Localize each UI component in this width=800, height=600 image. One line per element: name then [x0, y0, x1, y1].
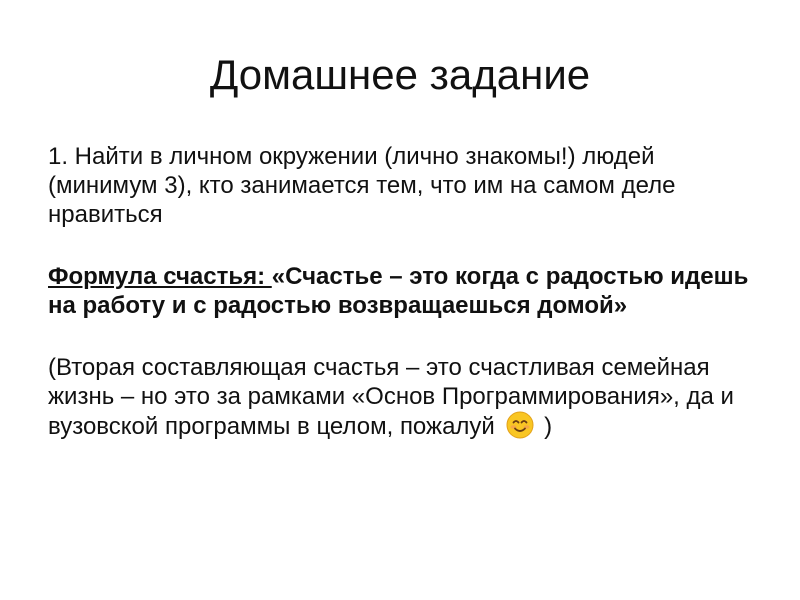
- note-text: (Вторая составляющая счастья – это счастливая семейная жизнь – но это за рамками «Основ Программирования», да и вузовской программы в целом, пожалуй: [48, 354, 734, 440]
- note-end: ): [544, 413, 553, 440]
- formula-label: Формула счастья:: [48, 263, 272, 290]
- smiling-face-icon: [506, 411, 534, 439]
- happiness-formula: [48, 262, 760, 320]
- slide-title: Домашнее задание: [209, 51, 591, 98]
- happiness-note: [48, 353, 760, 441]
- formula-text: «Счастье – это когда с радостью идешь на работу и с радостью возвращаешься домой»: [48, 263, 749, 319]
- homework-item-1: 1. Найти в личном окружении (лично знакомы!) людей (минимум 3), кто занимается тем, что им на самом деле нравиться: [48, 143, 676, 228]
- slide-body: [48, 142, 760, 474]
